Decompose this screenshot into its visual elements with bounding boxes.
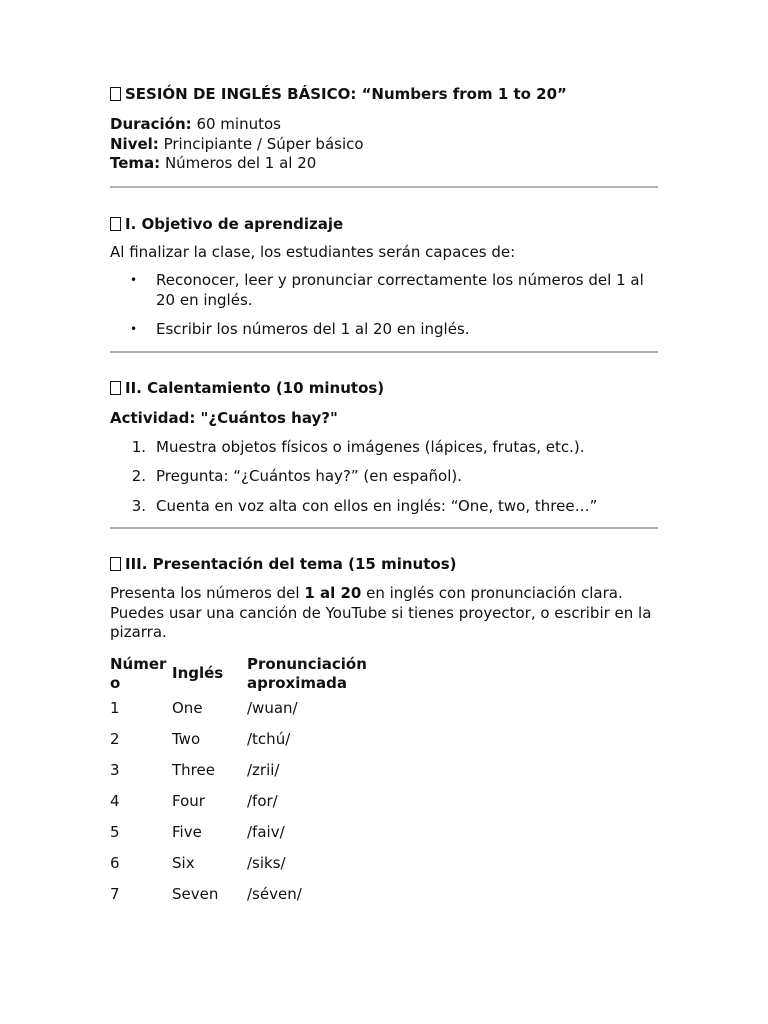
list-number: 3. (131, 496, 146, 515)
list-item (110, 467, 658, 487)
table-row (110, 818, 387, 849)
document-content (110, 84, 658, 911)
meta-level (110, 135, 658, 155)
intro-text: en inglés con pronunciación clara. Puedes usar una canción de YouTube si tienes proyector, o escribir en la pizarra. (110, 584, 652, 641)
presentation-intro (110, 584, 658, 643)
table-row (110, 849, 387, 880)
objective-intro: Al finalizar la clase, los estudiantes serán capaces de: (110, 242, 516, 261)
table-cell: 2 (110, 730, 120, 749)
table-cell: Six (172, 854, 195, 873)
numbers-table (110, 655, 387, 911)
table-cell: 3 (110, 761, 120, 780)
section-heading-objective (110, 214, 658, 234)
divider (110, 527, 658, 529)
table-row (110, 756, 387, 787)
list-item (110, 320, 658, 340)
list-number: 2. (131, 467, 146, 485)
list-item-text: Reconocer, leer y pronunciar correctamente los números del 1 al 20 en inglés. (156, 271, 644, 309)
list-number: 1. (131, 437, 146, 456)
table-cell: Seven (172, 885, 219, 904)
table-row (110, 787, 387, 818)
meta-duration (110, 115, 658, 135)
table-cell: 1 (110, 699, 120, 718)
table-cell: 5 (110, 823, 120, 842)
table-cell: Two (172, 730, 201, 749)
intro-bold: 1 al 20 (304, 584, 362, 602)
meta-label: Tema: (110, 154, 161, 172)
objective-list (110, 271, 658, 340)
list-item-text: Pregunta: “¿Cuántos hay?” (en español). (156, 467, 462, 485)
table-cell: 6 (110, 854, 120, 873)
heading-text: I. Objetivo de aprendizaje (125, 214, 344, 233)
table-cell: One (172, 699, 203, 718)
meta-value: Números del 1 al 20 (164, 154, 317, 172)
intro-text: Presenta los números del (110, 584, 305, 602)
bullet-icon: • (130, 273, 138, 287)
table-row (110, 694, 387, 725)
list-item (110, 497, 658, 517)
meta-label: Nivel: (110, 134, 159, 153)
meta-value: Principiante / Súper básico (163, 134, 364, 153)
section-heading-presentation (110, 554, 658, 574)
list-item (110, 438, 658, 458)
document-title (110, 84, 658, 104)
table-cell: /for/ (247, 792, 278, 811)
table-cell: 4 (110, 792, 120, 811)
table-cell: Three (172, 761, 215, 780)
meta-label: Duración: (110, 115, 192, 133)
table-header-row (110, 655, 387, 694)
missing-glyph-icon (110, 381, 121, 395)
column-header: Inglés (172, 664, 224, 683)
column-header: Pronunciación aproximada (247, 654, 367, 692)
table-row (110, 725, 387, 756)
table-cell: /tchú/ (247, 730, 291, 749)
table-cell: /zrii/ (247, 761, 280, 780)
table-cell: /wuan/ (247, 699, 298, 718)
table-row (110, 880, 387, 911)
table-cell: 7 (110, 885, 120, 904)
divider (110, 186, 658, 188)
heading-text: II. Calentamiento (10 minutos) (125, 378, 385, 397)
warmup-steps (110, 438, 658, 517)
activity-title: Actividad: "¿Cuántos hay?" (110, 408, 338, 427)
bullet-icon: • (130, 322, 138, 336)
section-heading-warmup (110, 378, 658, 398)
session-meta (110, 115, 658, 174)
table-cell: /séven/ (247, 885, 302, 904)
table-cell: Four (172, 792, 205, 811)
column-header: Númer o (110, 654, 167, 692)
list-item-text: Escribir los números del 1 al 20 en inglés. (156, 320, 470, 338)
divider (110, 351, 658, 353)
missing-glyph-icon (110, 87, 121, 101)
meta-value: 60 minutos (196, 115, 281, 133)
table-cell: /faiv/ (247, 823, 285, 842)
table-cell: /siks/ (247, 854, 286, 873)
title-text: SESIÓN DE INGLÉS BÁSICO: “Numbers from 1 to 20” (125, 85, 567, 103)
list-item-text: Cuenta en voz alta con ellos en inglés: “One, two, three…” (156, 496, 598, 515)
list-item (110, 271, 658, 310)
missing-glyph-icon (110, 217, 121, 231)
missing-glyph-icon (110, 557, 121, 571)
list-item-text: Muestra objetos físicos o imágenes (lápices, frutas, etc.). (156, 437, 585, 456)
heading-text: III. Presentación del tema (15 minutos) (125, 555, 457, 573)
meta-topic (110, 154, 658, 174)
table-cell: Five (172, 823, 202, 842)
